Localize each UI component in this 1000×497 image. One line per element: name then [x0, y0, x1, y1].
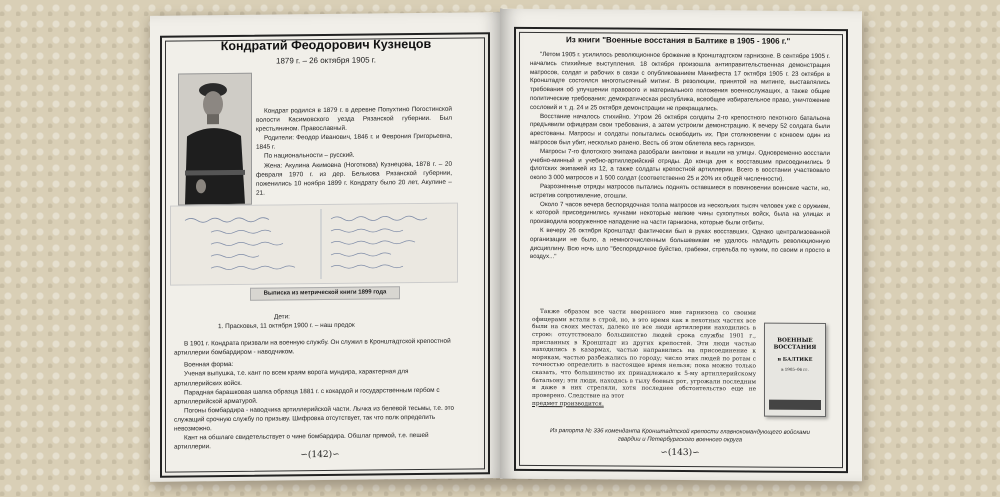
parish-register-extract-image [170, 203, 458, 286]
uniform-paragraph: Погоны бомбардира - наводчика артиллерийской части. Лычка из белевой тесьмы, т.е. это служащий срочную службу по призыву. Шифровка отсутствует, так что полк определить невозможно. [174, 404, 455, 433]
page-number-ornament [270, 450, 370, 461]
children-label: Дети: [274, 313, 290, 321]
archival-report-excerpt [532, 309, 756, 410]
left-page [150, 12, 502, 482]
book-cover-image [764, 323, 826, 417]
book-cover-years: в 1905–06 гг. [781, 367, 809, 373]
uniform-paragraph: Кант на обшлаге свидетельствует о чине бомбардира. Обшлаг прямой, т.е. пешей артиллерии. [174, 432, 429, 451]
uniform-paragraph: Ученая выпушка, т.е. кант по всем краям ворота мундира, характерная для артиллерийских войск. [174, 368, 409, 388]
family-and-service-text [174, 311, 458, 452]
heading-prefix: Из книги [566, 35, 600, 45]
service-paragraph: В 1901 г. Кондрата призвали на военную службу. Он служил в Кронштадтской крепостной артиллерии бомбардиром - наводчиком. [174, 337, 451, 357]
record-caption: Выписка из метрической книги 1899 года [250, 286, 400, 301]
biography-text [256, 105, 452, 198]
uniform-paragraph: Парадная барашковая шапка образца 1881 г. с кокардой и государственным гербом с артиллерийской арматурой. [174, 386, 440, 406]
quote-paragraph: Восстание началось стихийно. Утром 26 октября солдаты 2-го крепостного пехотного батальона предъявили офицерам свои требования, а затем устроили демонстрацию. К вечеру 52 солдата были арестованы. Матросы и солдаты попытались освободить их. При столкновении с конвоем один из матросов был убит, несколько ранено. Весть об этом облетела весь гарнизон. [530, 112, 830, 148]
book-quote-text [530, 51, 830, 264]
quote-paragraph: К вечеру 26 октября Кронштадт фактически был в руках восставших. Однако централизованной организации не было, а немногочисленным большевикам не удалось наладить революционную дисциплину. Всю ночь шло "беспорядочное буйство, грабежи, стрельба по чужим, по своим и просто в воздух..." [530, 226, 830, 261]
uniform-label: Военная форма: [184, 361, 234, 369]
heading-book-title: "Военные восстания в Балтике в 1905 - 1906 г." [602, 35, 791, 46]
bio-paragraph: Жена: Акулина Акимовна (Ноготкова) Кузнецова, 1878 г. – 20 февраля 1970 г. из дер. Белькова Рязанской губернии, поженились 10 ноября 1899 г. Кондрату было 20 лет, Акулине – 21. [256, 160, 452, 197]
right-page [500, 9, 862, 482]
life-dates: 1879 г. – 26 октября 1905 г. [276, 55, 376, 66]
quote-paragraph: "Летом 1905 г. усилилось революционное брожение в Кронштадтском гарнизоне. В сентябре 1905 г. начались стихийные выступления. 18 октября произошла антиправительственная демонстрация матросов, солдат и рабочих в связи с опубликованием Манифеста 17 октября 1905 г. 23 октября в Кронштадте состоялся многотысячный митинг. В резолюции, принятой на митинге, выставлялись требования об улучшении правового и материального положения военнослужащих, а также общие политические требования: демократическая республика, всеобщее избирательное право, уничтожение сословий и т. д. 24 и 25 октября демонстрации не прекращались. [530, 51, 830, 113]
ornament-flourish-left-icon: ∽( [660, 447, 672, 458]
book-cover-band [769, 400, 821, 410]
quote-paragraph: Матросы 7-го флотского экипажа разобрали винтовки и вышли на улицы. Одновременно восстали учебно-минный и учебно-артиллерийский отряды. До конца дня к восставшим присоединились 9 флотских экипажей из 12, а также солдаты крепостной артиллерии. Всего в восстании участвовало около 3 000 матросов и 1 500 солдат (соответственно 25 и 20% их общей численности). [530, 147, 830, 183]
bio-paragraph: Кондрат родился в 1879 г. в деревне Попухтино Погостинской волости Касимовского уезда Рязанской губернии. Был крестьянином. Православный. [256, 105, 452, 133]
book-cover-title: ВОЕННЫЕ ВОССТАНИЯ [773, 337, 817, 351]
page-number: 142 [311, 449, 329, 461]
ornament-flourish-right-icon: )∽ [688, 448, 700, 459]
soldier-portrait-photo [178, 73, 252, 206]
archival-paragraph-end: предмет производится. [532, 400, 604, 408]
child-entry: 1. Прасковья, 11 октября 1900 г. – наш предок [218, 321, 355, 331]
book-cover-subtitle: в БАЛТИКЕ [777, 357, 813, 364]
bio-paragraph: По национальности – русский. [264, 152, 355, 161]
quote-paragraph: Около 7 часов вечера беспорядочная толпа матросов из нескольких тысяч человек уже с оружием, к которой присоединились кучками некоторые мелкие чины сухопутных войск, была на улицах и производила вооруженное нападение на части гарнизона, которые были отбиты. [530, 200, 830, 227]
report-citation: Из рапорта № 336 коменданта Кронштадтской крепости главнокомандующего войсками гвардии и Петербургского военного округа [550, 428, 810, 444]
ornament-flourish-right-icon: )∽ [328, 449, 340, 460]
quote-paragraph: Разрозненные отряды матросов пытались поднять оставшиеся в повиновении воинские части, но, встретив сопротивление, отошли. [530, 182, 830, 200]
page-number: 143 [671, 447, 689, 459]
page-title: Кондратий Феодорович Кузнецов [220, 36, 432, 54]
page-number-ornament [630, 448, 730, 459]
archival-paragraph: Также образом все части вверенного мне гарнизона со своими офицерами встали в строй, но, в это время как в пехотных частях все были на своих местах, далеко не все люди артиллерии находились в строю: отсутствовало большинство людей срока службы 1901 г., присланных в Кронштадт из других крепостей. Эти люди частью находились в казармах, частью направились на присоединение к морякам, частью разбежались по городу; число этих людей по ротам с точностью определить в настоящее время нельзя; пока можно только сказать, что большинство их принадлежало к 5-му артиллерийскому батальону; эти люди, находясь в тылу боевых рот, угрожали последним и даже в них стреляли, хотя последнее обстоятельство еще не проверено. Следствие на этот [532, 309, 756, 400]
ornament-flourish-left-icon: ∽( [300, 450, 312, 461]
bio-paragraph: Родители: Феодор Иванович, 1846 г. и Феврония Григорьевна, 1845 г. [256, 132, 452, 152]
